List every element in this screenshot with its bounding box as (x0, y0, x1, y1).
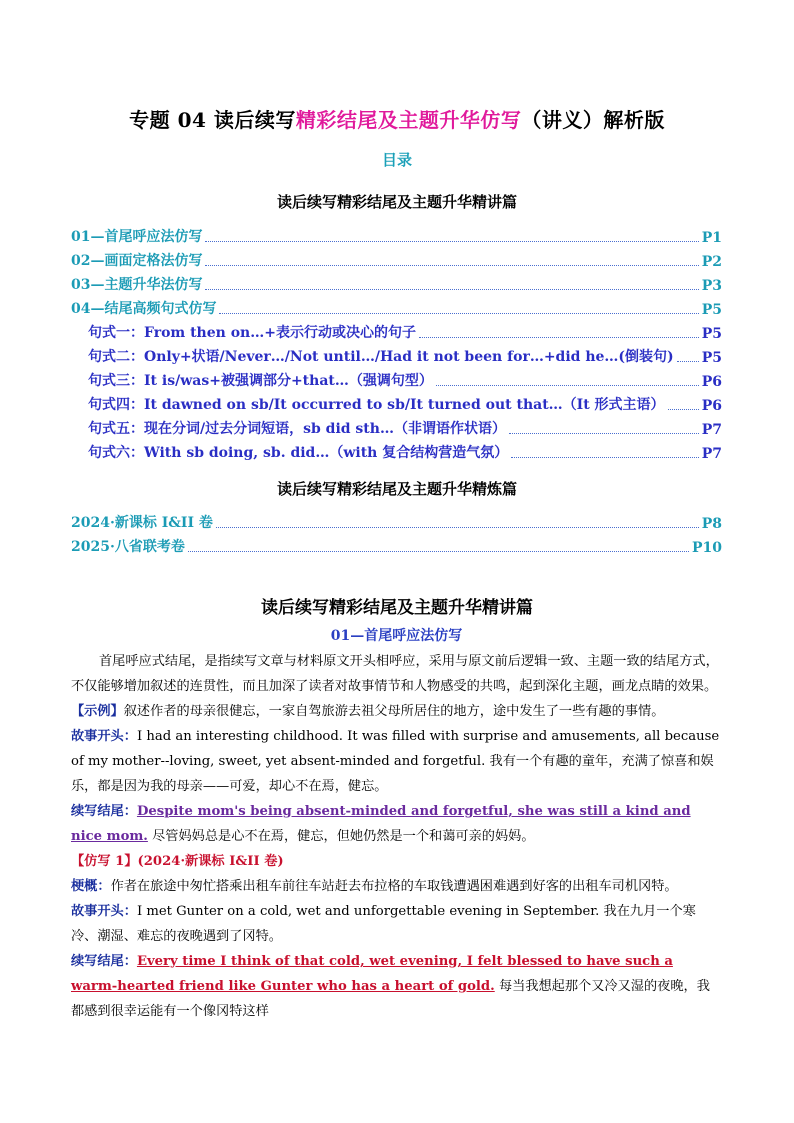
imitation-label: 【仿写 1】(2024·新课标 I&II 卷) (71, 854, 284, 869)
leader-dots (216, 527, 699, 528)
toc-heading: 目录 (381, 151, 412, 169)
leader-dots (205, 241, 698, 242)
body-section-title: 读后续写精彩结尾及主题升华精讲篇 (261, 598, 533, 618)
toc-section1-title: 读后续写精彩结尾及主题升华精讲篇 (276, 193, 517, 211)
leader-dots (511, 457, 698, 458)
toc-entry[interactable]: 2024·新课标 I&II 卷 P8 (71, 515, 722, 532)
toc-entry[interactable]: 2025·八省联考卷 P10 (71, 539, 722, 556)
body-content (71, 624, 722, 1024)
subsection-title: 01—首尾呼应法仿写 (330, 628, 463, 644)
leader-dots (188, 551, 689, 552)
imitation-ending: 续写结尾：Every time I think of that cold, wet evening, I felt blessed to have such a warm-hearted friend like Gunter who has a heart of gold. 每当我想起那个又冷又湿的夜晚，我都感到很幸运能有一个像冈特这样 (71, 954, 710, 1019)
example-ending: 续写结尾：Despite mom's being absent-minded and forgetful, she was still a kind and nice mom. 尽管妈妈总是心不在焉，健忘，但她仍然是一个和蔼可亲的妈妈。 (71, 804, 691, 844)
imitation-opening: 故事开头：I met Gunter on a cold, wet and unforgettable evening in September. 我在九月一个寒冷、潮湿、难忘的夜晚遇到了冈特。 (71, 904, 696, 944)
toc-subentry[interactable]: 句式二：Only+状语/Never…/Not until…/Had it not been for…+did he…(倒装句) P5 (88, 349, 722, 366)
leader-dots (668, 409, 699, 410)
leader-dots (219, 313, 698, 314)
toc-subentry[interactable]: 句式三：It is/was+被强调部分+that…（强调句型） P6 (88, 373, 722, 390)
leader-dots (436, 385, 699, 386)
title-part2: （讲义）解析版 (521, 108, 665, 132)
example-opening: 故事开头：I had an interesting childhood. It was filled with surprise and amusements, all because of my mother--loving, sweet, yet absent-minded and forgetful. 我有一个有趣的童年，充满了惊喜和娱乐，都是因为我的母亲——可爱，却心不在焉，健忘。 (71, 729, 720, 794)
leader-dots (677, 361, 699, 362)
title-highlight: 精彩结尾及主题升华仿写 (295, 108, 522, 132)
toc-entry[interactable]: 04—结尾高频句式仿写 P5 (71, 301, 722, 318)
imitation-summary: 梗概：作者在旅途中匆忙搭乘出租车前往车站赶去布拉格的车取钱遭遇困难遇到好客的出租车司机冈特。 (71, 879, 678, 894)
toc-list-1 (71, 222, 722, 462)
leader-dots (205, 265, 698, 266)
toc-entry[interactable]: 01—首尾呼应法仿写 P1 (71, 229, 722, 246)
leader-dots (205, 289, 698, 290)
toc-list-2 (71, 508, 722, 556)
leader-dots (509, 433, 699, 434)
example-summary: 【示例】叙述作者的母亲很健忘，一家自驾旅游去祖父母所居住的地方，途中发生了一些有趣的事情。 (71, 704, 665, 719)
toc-entry[interactable]: 02—画面定格法仿写 P2 (71, 253, 722, 270)
toc-entry[interactable]: 03—主题升华法仿写 P3 (71, 277, 722, 294)
toc-subentry[interactable]: 句式一：From then on…+表示行动或决心的句子 P5 (88, 325, 722, 342)
toc-subentry[interactable]: 句式六：With sb doing, sb. did…（with 复合结构营造气氛） P7 (88, 445, 722, 462)
title-part1: 专题 04 读后续写 (129, 108, 296, 132)
page-title (0, 104, 794, 133)
leader-dots (419, 337, 699, 338)
toc-subentry[interactable]: 句式四：It dawned on sb/It occurred to sb/It turned out that…（It 形式主语） P6 (88, 397, 722, 414)
toc-section2-title: 读后续写精彩结尾及主题升华精炼篇 (276, 480, 517, 498)
toc-subentry[interactable]: 句式五：现在分词/过去分词短语，sb did sth…（非谓语作状语） P7 (88, 421, 722, 438)
intro-paragraph: 首尾呼应式结尾，是指续写文章与材料原文开头相呼应，采用与原文前后逻辑一致、主题一致的结尾方式，不仅能够增加叙述的连贯性，而且加深了读者对故事情节和人物感受的共鸣，起到深化主题，画龙点睛的效果。 (71, 654, 719, 694)
